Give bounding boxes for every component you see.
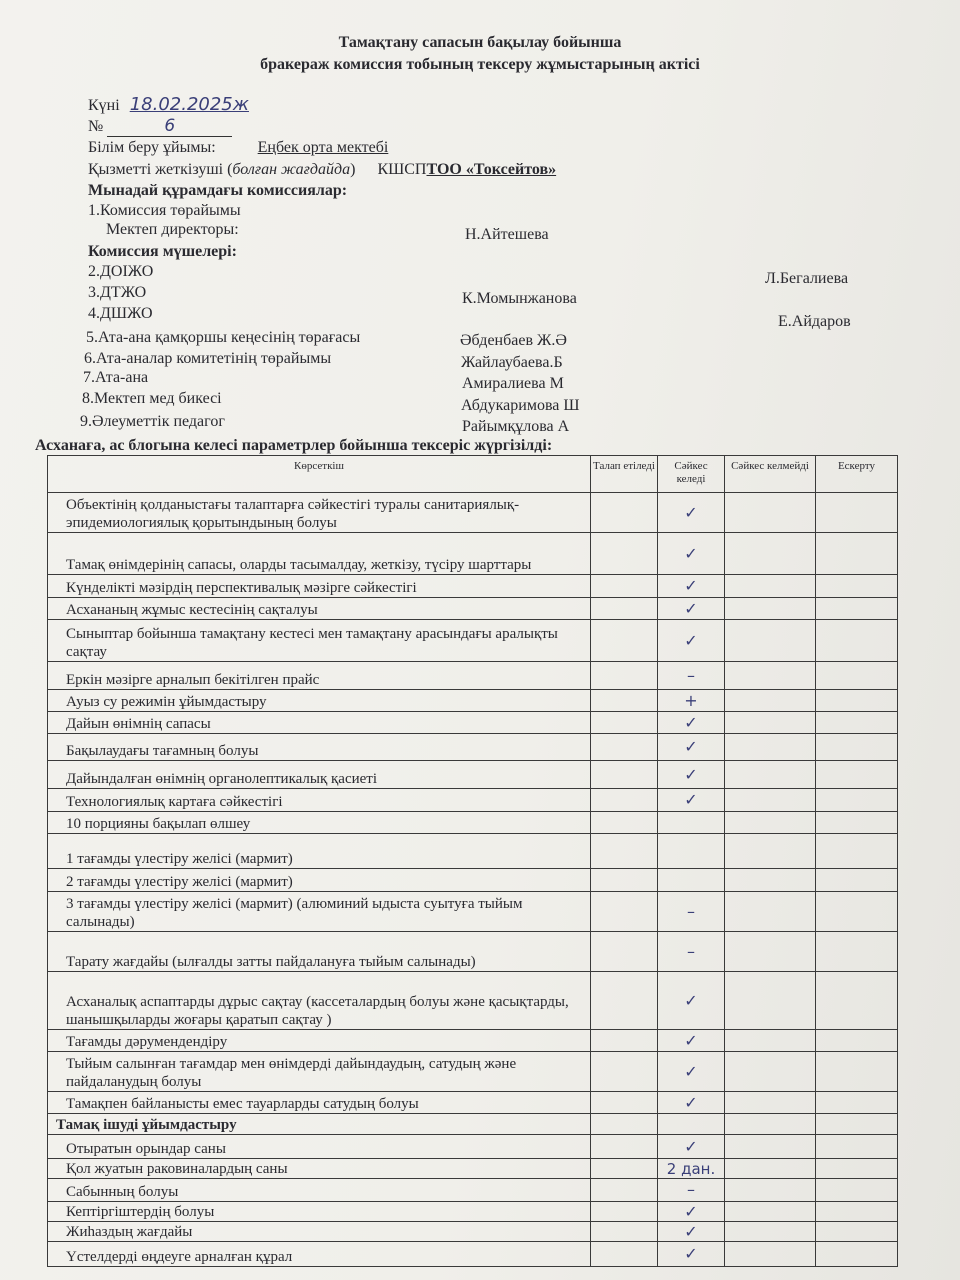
row-label: Ауыз су режимін ұйымдастыру	[48, 690, 591, 712]
school-row	[88, 139, 388, 157]
row-label: 10 порцияны бақылап өлшеу	[48, 812, 591, 834]
row-mark: ✓	[658, 620, 725, 662]
table-row	[48, 533, 898, 575]
row-label: Қол жуатын раковиналардың саны	[48, 1159, 591, 1179]
table-row	[48, 789, 898, 812]
row-mark: ✓	[658, 1135, 725, 1159]
header-indicator: Көрсеткіш	[48, 456, 591, 493]
table-row	[48, 1092, 898, 1114]
table-row	[48, 690, 898, 712]
table-row	[48, 493, 898, 533]
date-value: 18.02.2025ж	[129, 94, 249, 115]
chair-label: 1.Комиссия төрайымы	[88, 202, 241, 219]
row-label: Бақылаудағы тағамның болуы	[48, 734, 591, 761]
table-row	[48, 1030, 898, 1052]
number-value: 6	[107, 116, 232, 137]
table-row	[48, 972, 898, 1030]
member-role: 3.ДТЖО	[88, 284, 147, 301]
row-mark: ✓	[658, 712, 725, 734]
member-name: Абдукаримова Ш	[461, 397, 580, 414]
table-row	[48, 598, 898, 620]
director-name: Н.Айтешева	[465, 226, 549, 243]
row-mark: ✓	[658, 533, 725, 575]
table-row	[48, 620, 898, 662]
table-row	[48, 834, 898, 869]
member-name: Л.Бегалиева	[765, 270, 849, 287]
row-label: Тамақ өнімдерінің сапасы, оларды тасымалдау, жеткізу, түсіру шарттары	[48, 533, 591, 575]
row-mark: ✓	[658, 1242, 725, 1267]
table-header-row	[48, 456, 898, 493]
row-mark: ✓	[658, 493, 725, 533]
row-mark: –	[658, 932, 725, 972]
member-name: Жайлаубаева.Б	[461, 354, 563, 371]
row-mark: ✓	[658, 1052, 725, 1092]
supplier-label: Қызметті жеткізуші (	[88, 161, 233, 178]
table-row	[48, 575, 898, 598]
number-row	[88, 116, 232, 137]
supplier-row	[88, 161, 556, 179]
row-mark: ✓	[658, 1222, 725, 1242]
row-mark: –	[658, 662, 725, 690]
row-mark: ✓	[658, 575, 725, 598]
row-label: Жиhаздың жағдайы	[48, 1222, 591, 1242]
member-name: Райымқұлова А	[462, 418, 570, 435]
row-label: Дайын өнімнің сапасы	[48, 712, 591, 734]
doc-title-line1: Тамақтану сапасын бақылау бойынша	[338, 34, 622, 51]
table-row	[48, 1242, 898, 1267]
table-row	[48, 761, 898, 789]
table-row	[48, 869, 898, 892]
member-role: 5.Ата-ана қамқоршы кеңесінің төрағасы	[86, 329, 361, 346]
row-label: Тыйым салынған тағамдар мен өнімдерді дайындаудың, сатудың және пайдаланудың болуы	[48, 1052, 591, 1092]
supplier-italic: болған жағдайда	[232, 161, 351, 178]
row-label: 3 тағамды үлестіру желісі (мармит) (алюминий ыдыста суытуға тыйым салынады)	[48, 892, 591, 932]
table-row	[48, 712, 898, 734]
header-required: Талап етіледі	[591, 456, 658, 493]
table-row	[48, 932, 898, 972]
row-label: Тамақпен байланысты емес тауарларды сатудың болуы	[48, 1092, 591, 1114]
row-mark: ✓	[658, 789, 725, 812]
member-name: Әбденбаев Ж.Ә	[460, 332, 567, 349]
table-row	[48, 812, 898, 834]
date-row	[88, 94, 249, 115]
date-label: Күні	[88, 97, 120, 114]
row-mark: –	[658, 1179, 725, 1202]
member-role: 4.ДШЖО	[88, 305, 153, 322]
row-label: Объектінің қолданыстағы талаптарға сәйкестігі туралы санитариялық-эпидемиологиялық қорытындының болуы	[48, 493, 591, 533]
member-role: 6.Ата-аналар комитетінің төрайымы	[84, 350, 332, 367]
row-mark: ✓	[658, 598, 725, 620]
member-role: 8.Мектеп мед бикесі	[82, 390, 222, 407]
row-mark: ✓	[658, 761, 725, 789]
member-role: 2.ДОІЖО	[88, 263, 154, 280]
member-name: Е.Айдаров	[778, 313, 851, 330]
row-mark	[658, 869, 725, 892]
supplier-kshsp: КШСП	[377, 161, 427, 178]
row-mark: –	[658, 892, 725, 932]
supplier-close: )	[350, 161, 356, 178]
table-row	[48, 662, 898, 690]
commission-header: Мынадай құрамдағы комиссиялар:	[88, 182, 348, 199]
row-label: Асхананың жұмыс кестесінің сақталуы	[48, 598, 591, 620]
section2-header: Тамақ ішуді ұйымдастыру	[48, 1114, 591, 1135]
row-mark	[658, 834, 725, 869]
table-row	[48, 892, 898, 932]
header-noncompliant: Сәйкес келмейді	[725, 456, 816, 493]
inspection-table	[47, 455, 898, 1267]
row-mark: +	[658, 690, 725, 712]
table-row	[48, 1179, 898, 1202]
table-row	[48, 734, 898, 761]
table-row	[48, 1159, 898, 1179]
row-mark	[658, 812, 725, 834]
row-label: Сабынның болуы	[48, 1179, 591, 1202]
row-label: Тарату жағдайы (ылғалды затты пайдалануға тыйым салынады)	[48, 932, 591, 972]
member-role: 9.Әлеуметтік педагог	[80, 413, 225, 430]
header-note: Ескерту	[816, 456, 898, 493]
section-header-row	[48, 1114, 898, 1135]
row-label: Кептіргіштердің болуы	[48, 1202, 591, 1222]
row-label: Сыныптар бойынша тамақтану кестесі мен тамақтану арасындағы аралықты сақтау	[48, 620, 591, 662]
row-label: Үстелдерді өңдеуге арналған құрал	[48, 1242, 591, 1267]
table-intro: Асханаға, ас блогына келесі параметрлер бойынша тексеріс жүргізілді:	[35, 437, 553, 454]
member-name: К.Момынжанова	[462, 290, 577, 307]
row-label: Дайындалған өнімнің органолептикалық қасиеті	[48, 761, 591, 789]
table-row	[48, 1202, 898, 1222]
row-mark: 2 дан.	[658, 1159, 725, 1179]
member-name: Амиралиева М	[462, 375, 564, 392]
members-header: Комиссия мүшелері:	[88, 243, 237, 260]
row-label: 1 тағамды үлестіру желісі (мармит)	[48, 834, 591, 869]
row-mark: ✓	[658, 972, 725, 1030]
table-row	[48, 1052, 898, 1092]
school-value: Еңбек орта мектебі	[257, 139, 389, 156]
row-label: 2 тағамды үлестіру желісі (мармит)	[48, 869, 591, 892]
row-label: Асханалық аспаптарды дұрыс сақтау (кассеталардың болуы және қасықтарды, шанышқыларды жоғары қаратып сақтау )	[48, 972, 591, 1030]
director-label: Мектеп директоры:	[106, 221, 239, 238]
supplier-value: ТОО «Токсейтов»	[426, 161, 557, 178]
number-label: №	[88, 118, 104, 135]
member-role: 7.Ата-ана	[83, 369, 149, 386]
row-label: Тағамды дәрумендендіру	[48, 1030, 591, 1052]
table-row	[48, 1222, 898, 1242]
row-label: Отыратын орындар саны	[48, 1135, 591, 1159]
table-row	[48, 1135, 898, 1159]
header-compliant: Сәйкес келеді	[658, 456, 725, 493]
row-label: Технологиялық картаға сәйкестігі	[48, 789, 591, 812]
school-label: Білім беру ұйымы:	[88, 139, 216, 156]
row-label: Еркін мәзірге арналып бекітілген прайс	[48, 662, 591, 690]
row-mark: ✓	[658, 1030, 725, 1052]
row-mark: ✓	[658, 1092, 725, 1114]
doc-title-line2: бракераж комиссия тобының тексеру жұмыстарының актісі	[260, 56, 700, 73]
row-mark: ✓	[658, 1202, 725, 1222]
row-label: Күнделікті мәзірдің перспективалық мәзірге сәйкестігі	[48, 575, 591, 598]
row-mark: ✓	[658, 734, 725, 761]
